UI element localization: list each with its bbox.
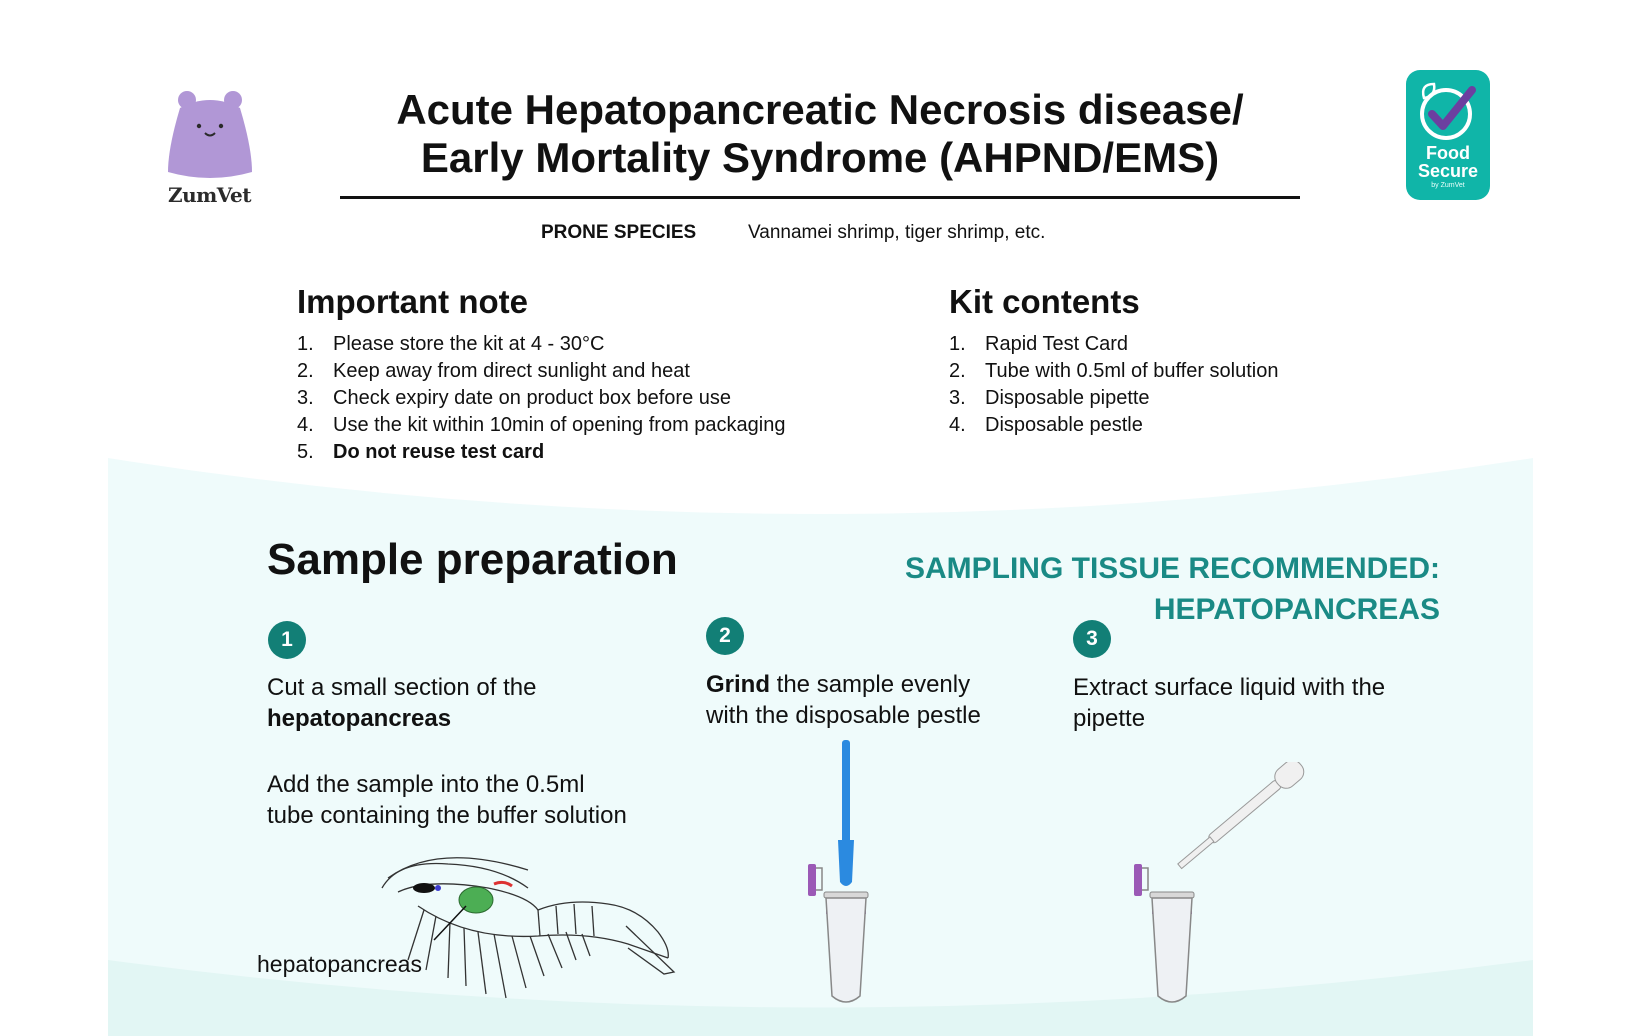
list-item <box>297 331 785 358</box>
list-item <box>297 358 785 385</box>
step-1-text-2 <box>267 769 687 831</box>
list-item <box>297 385 785 412</box>
shrimp-anatomy-illustration <box>378 848 678 1003</box>
badge-line-2: Secure <box>1417 161 1479 181</box>
step-2-rest: the sample evenly <box>770 671 971 698</box>
item-text: Please store the kit at 4 - 30°C <box>333 333 605 355</box>
title-divider <box>340 196 1300 199</box>
item-number: 3. <box>297 387 314 409</box>
item-text: Check expiry date on product box before use <box>333 387 732 409</box>
list-item <box>949 385 1279 412</box>
item-text: Disposable pestle <box>985 414 1143 436</box>
item-number: 2. <box>297 360 314 382</box>
tube-with-pipette-illustration <box>1134 762 1334 1008</box>
step-3-text <box>1073 672 1453 734</box>
title-line-1: Acute Hepatopancreatic Necrosis disease/ <box>396 86 1244 133</box>
step-3-line-2: pipette <box>1073 705 1146 732</box>
step-3-line-1: Extract surface liquid with the <box>1073 674 1386 701</box>
item-number: 5. <box>297 441 314 463</box>
hepatopancreas-label: hepatopancreas <box>257 951 422 977</box>
item-text: Keep away from direct sunlight and heat <box>333 360 690 382</box>
check-leaf-icon <box>1406 76 1490 144</box>
list-item <box>949 358 1279 385</box>
title-line-2: Early Mortality Syndrome (AHPND/EMS) <box>420 134 1220 181</box>
step-1-text-2-line-2: tube containing the buffer solution <box>267 802 627 829</box>
important-note-list <box>297 331 785 466</box>
list-item <box>949 412 1279 439</box>
important-note-heading: Important note <box>297 283 528 320</box>
step-3-number: 3 <box>1073 620 1111 658</box>
kit-contents-list <box>949 331 1279 439</box>
step-1-number: 1 <box>268 621 306 659</box>
tube-with-pestle-illustration <box>808 740 878 1008</box>
tissue-recommendation-line-2: HEPATOPANCREAS <box>1153 593 1440 626</box>
item-number: 3. <box>949 387 966 409</box>
item-number: 4. <box>949 414 966 436</box>
item-number: 1. <box>297 333 314 355</box>
list-item <box>949 331 1279 358</box>
step-1-text <box>267 672 687 734</box>
item-text: Use the kit within 10min of opening from packaging <box>333 414 786 436</box>
item-number: 1. <box>949 333 966 355</box>
sample-preparation-heading: Sample preparation <box>267 535 678 584</box>
kit-contents-heading: Kit contents <box>949 283 1140 320</box>
badge-line-1: Food <box>1426 143 1470 163</box>
list-item <box>297 412 785 439</box>
item-text: Do not reuse test card <box>333 441 545 463</box>
prone-species-value: Vannamei shrimp, tiger shrimp, etc. <box>748 222 1046 243</box>
item-number: 4. <box>297 414 314 436</box>
step-2-bold: Grind <box>706 671 770 698</box>
item-text: Disposable pipette <box>985 387 1150 409</box>
step-1-text-2-line-1: Add the sample into the 0.5ml <box>267 771 585 798</box>
step-2-line-1 <box>706 669 1046 700</box>
item-text: Tube with 0.5ml of buffer solution <box>985 360 1279 382</box>
step-2-number: 2 <box>706 617 744 655</box>
tissue-recommendation-line-1: SAMPLING TISSUE RECOMMENDED: <box>904 552 1440 585</box>
step-2-line-2: with the disposable pestle <box>706 702 981 729</box>
step-1-line-2: hepatopancreas <box>267 705 452 732</box>
prone-species-label: PRONE SPECIES <box>541 222 697 243</box>
item-text: Rapid Test Card <box>985 333 1129 355</box>
list-item <box>297 439 785 466</box>
step-2-text <box>706 669 1046 731</box>
step-1-line-1: Cut a small section of the <box>267 674 537 701</box>
badge-line-3: by ZumVet <box>1431 182 1465 189</box>
logo-text: ZumVet <box>168 183 251 207</box>
page-title <box>330 86 1310 182</box>
item-number: 2. <box>949 360 966 382</box>
